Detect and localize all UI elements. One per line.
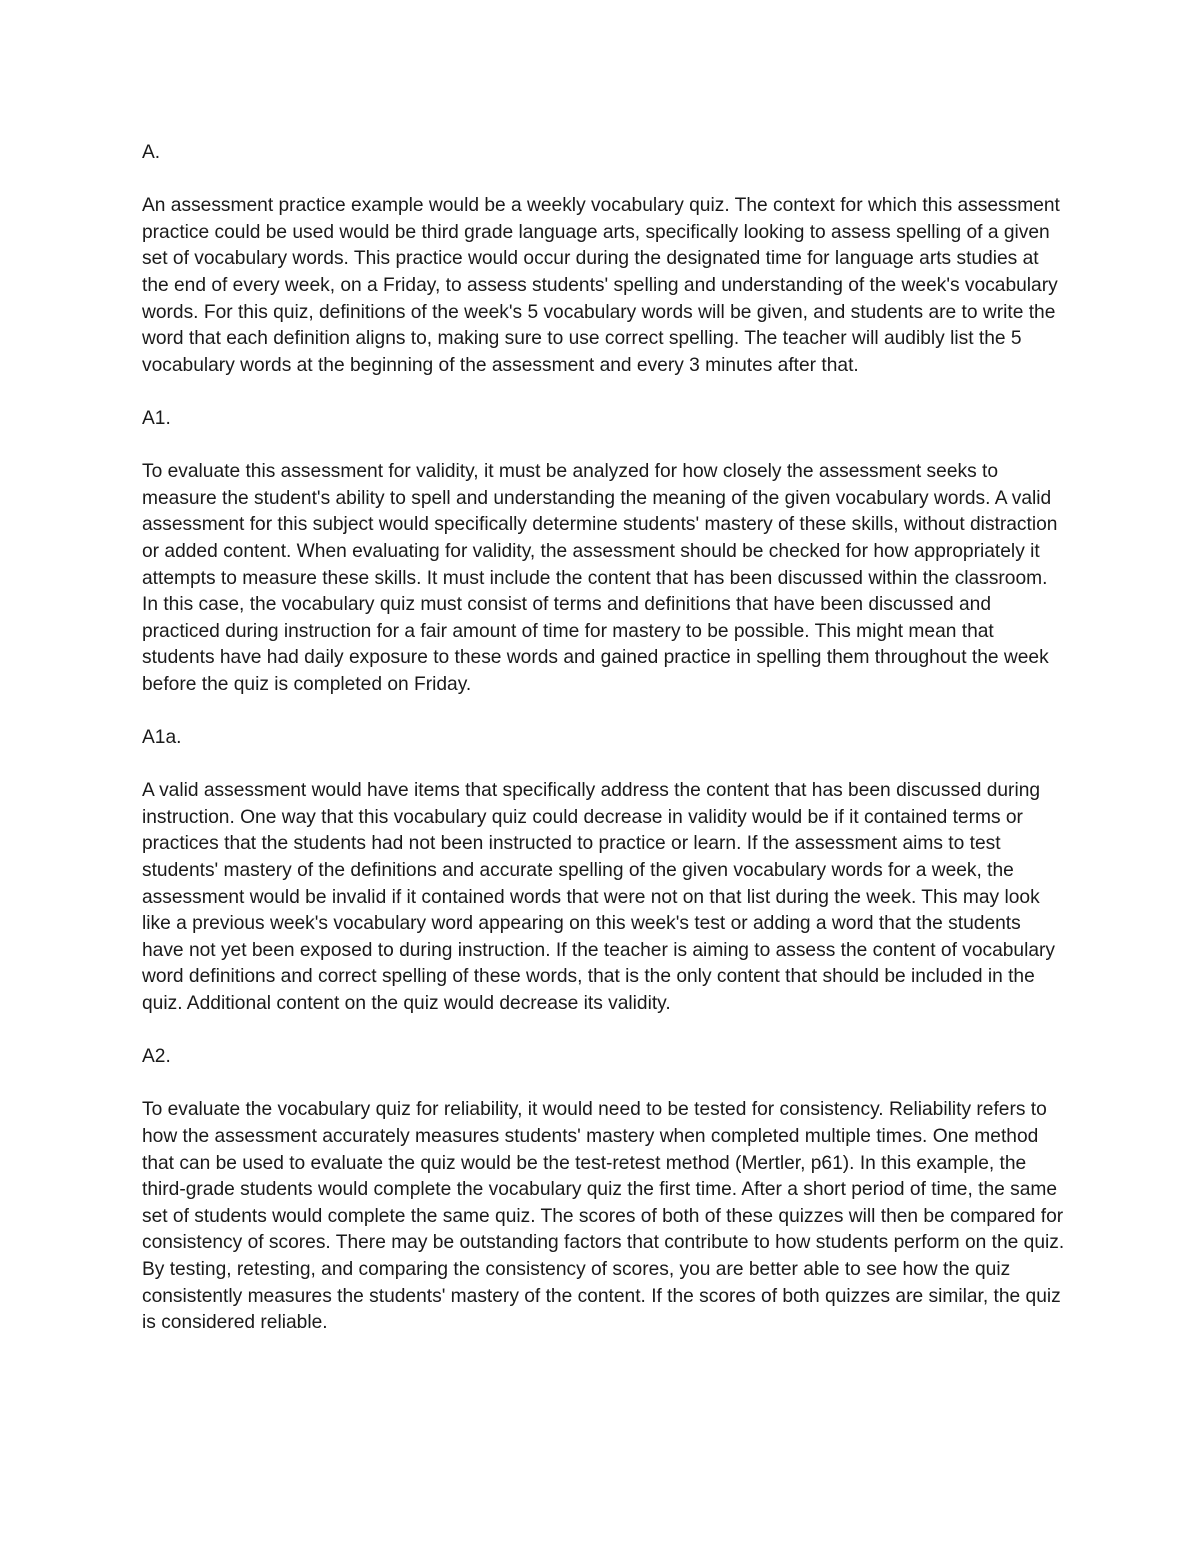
section-paragraph: To evaluate this assessment for validity, it must be analyzed for how closely the assessment seeks to measure the student's ability to spell and understanding the meaning of the given vocabulary words. A valid assessment for this subject would specifically determine students' mastery of these skills, without distraction or added content. When evaluating for validity, the assessment should be checked for how appropriately it attempts to measure these skills. It must include the content that has been discussed within the classroom. In this case, the vocabulary quiz must consist of terms and definitions that have been discussed and practiced during instruction for a fair amount of time for mastery to be possible. This might mean that students have had daily exposure to these words and gained practice in spelling them throughout the week before the quiz is completed on Friday. — [142, 461, 1058, 695]
section-paragraph: An assessment practice example would be a weekly vocabulary quiz. The context for which this assessment practice could be used would be third grade language arts, specifically looking to assess spelling of a given set of vocabulary words. This practice would occur during the designated time for language arts studies at the end of every week, on a Friday, to assess students' spelling and understanding of the week's vocabulary words. For this quiz, definitions of the week's 5 vocabulary words will be given, and students are to write the word that each definition aligns to, making sure to use correct spelling. The teacher will audibly list the 5 vocabulary words at the beginning of the assessment and every 3 minutes after that. — [142, 195, 1060, 376]
section-label: A1. — [142, 407, 171, 429]
section-label: A2. — [142, 1046, 171, 1068]
document-body — [142, 140, 1067, 1363]
section-label: A1a. — [142, 727, 182, 749]
section-label: A. — [142, 142, 161, 163]
section-a1a — [142, 725, 1067, 1018]
section-paragraph: To evaluate the vocabulary quiz for reliability, it would need to be tested for consistency. Reliability refers to how the assessment accurately measures students' mastery when completed multiple times. One method that can be used to evaluate the quiz would be the test-retest method (Mertler, p61). In this example, the third-grade students would complete the vocabulary quiz the first time. After a short period of time, the same set of students would complete the same quiz. The scores of both of these quizzes will then be compared for consistency of scores. There may be outstanding factors that contribute to how students perform on the quiz. By testing, retesting, and comparing the consistency of scores, you are better able to see how the quiz consistently measures the students' mastery of the content. If the scores of both quizzes are similar, the quiz is considered reliable. — [142, 1099, 1065, 1334]
section-paragraph: A valid assessment would have items that specifically address the content that has been discussed during instruction. One way that this vocabulary quiz could decrease in validity would be if it contained terms or practices that the students had not been instructed to practice or learn. If the assessment aims to test students' mastery of the definitions and accurate spelling of the given vocabulary words for a week, the assessment would be invalid if it contained words that were not on that list during the week. This may look like a previous week's vocabulary word appearing on this week's test or adding a word that the students have not yet been exposed to during instruction. If the teacher is aiming to assess the content of vocabulary word definitions and correct spelling of these words, that is the only content that should be included in the quiz. Additional content on the quiz would decrease its validity. — [142, 780, 1056, 1014]
section-a2 — [142, 1044, 1067, 1337]
section-a — [142, 140, 1067, 379]
section-a1 — [142, 406, 1067, 699]
